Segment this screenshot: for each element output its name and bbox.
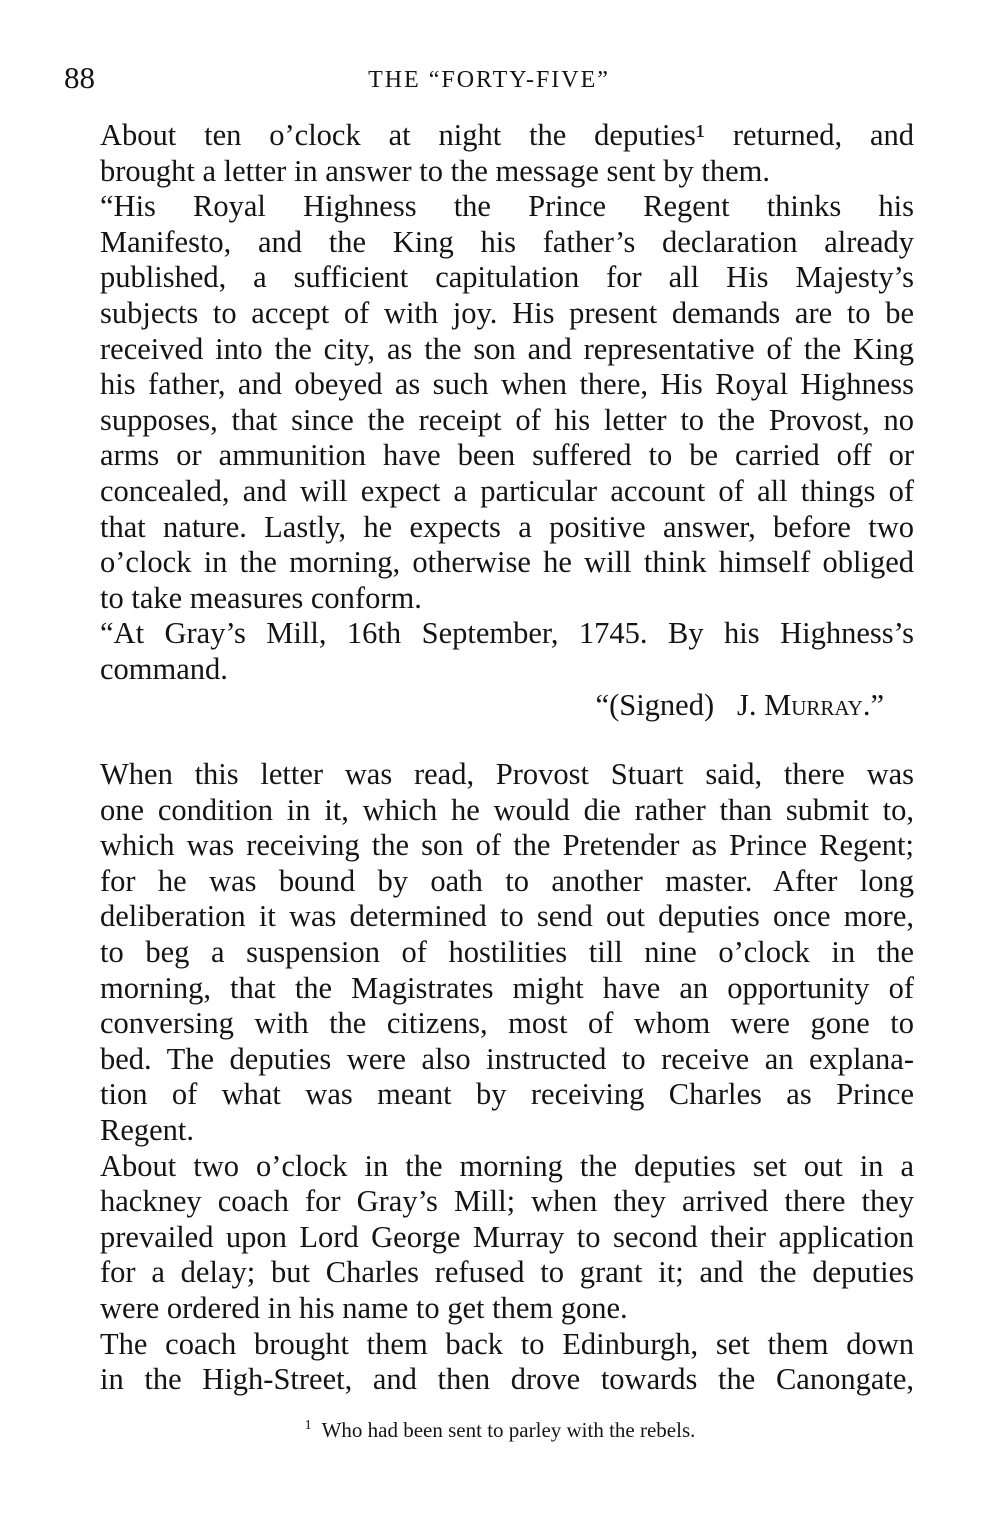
paragraph-coach-return [64,1327,914,1398]
footnote-mark: 1 [304,1418,312,1433]
text-line: conversing with the citizens, most of whom were gone to [100,1006,914,1041]
running-title: THE “FORTY-FIVE” [368,67,610,93]
signature-prefix: “(Signed) [595,687,715,722]
page-number: 88 [64,60,95,95]
text-line: for he was bound by oath to another master. After long [100,863,914,898]
paragraph-letter-quote [64,189,914,616]
text-line: deliberation it was determined to send out deputies once more, [100,899,914,934]
paragraph-second-deputation [64,1149,914,1327]
signature-line [64,688,914,724]
text-line: The coach brought them back to Edinburgh, set them down [100,1326,914,1361]
signature-name: Murray [764,687,863,722]
text-line: About two o’clock in the morning the deputies set out in a [100,1148,914,1183]
text-line: command. [100,651,228,686]
text-line: that nature. Lastly, he expects a positive answer, before two [100,509,914,544]
body-text [64,118,914,1398]
text-line: for a delay; but Charles refused to grant it; and the deputies [100,1255,914,1290]
text-line: About ten o’clock at night the deputies¹ returned, and [100,118,914,152]
paragraph-provost-reply [64,757,914,1149]
text-line: received into the city, as the son and representative of the King [100,331,914,366]
text-line: tion of what was meant by receiving Charles as Prince [100,1077,914,1112]
paragraph-dateline [64,616,914,687]
text-line: his father, and obeyed as such when there, His Royal Highness [100,367,914,402]
text-line: Manifesto, and the King his father’s declaration already [100,224,914,259]
signature-close: .” [862,687,884,722]
footnote [0,1412,1000,1444]
text-line: prevailed upon Lord George Murray to second their application [100,1219,914,1254]
text-line: concealed, and will expect a particular account of all things of [100,473,914,508]
text-line: hackney coach for Gray’s Mill; when they arrived there they [100,1184,914,1219]
text-line: supposes, that since the receipt of his letter to the Provost, no [100,402,914,437]
footnote-text: Who had been sent to parley with the rebels. [321,1418,696,1442]
text-line: morning, that the Magistrates might have an opportunity of [100,970,914,1005]
text-line: which was receiving the son of the Pretender as Prince Regent; [100,828,914,863]
text-line: in the High-Street, and then drove towards the Canongate, [100,1362,914,1397]
text-line: arms or ammunition have been suffered to be carried off or [100,438,914,473]
text-line: to beg a suspension of hostilities till nine o’clock in the [100,935,914,970]
text-line: Regent. [100,1113,195,1148]
text-line: were ordered in his name to get them gone. [100,1291,628,1325]
text-line: “At Gray’s Mill, 16th September, 1745. By his Highness’s [100,616,914,651]
text-line: “His Royal Highness the Prince Regent thinks his [100,189,914,224]
text-line: bed. The deputies were also instructed to receive an explana- [100,1041,914,1076]
text-line: to take measures conform. [100,580,422,615]
text-line: When this letter was read, Provost Stuart said, there was [100,757,914,792]
text-line: published, a sufficient capitulation for all His Majesty’s [100,260,914,295]
text-line: brought a letter in answer to the message sent by them. [100,153,770,188]
paragraph-deputies-return [64,118,914,189]
text-line: one condition in it, which he would die rather than submit to, [100,792,914,827]
signature-initial: J. [737,687,765,722]
text-line: subjects to accept of with joy. His present demands are to be [100,295,914,330]
text-line: o’clock in the morning, otherwise he will think himself obliged [100,545,914,580]
page-header [64,58,914,98]
